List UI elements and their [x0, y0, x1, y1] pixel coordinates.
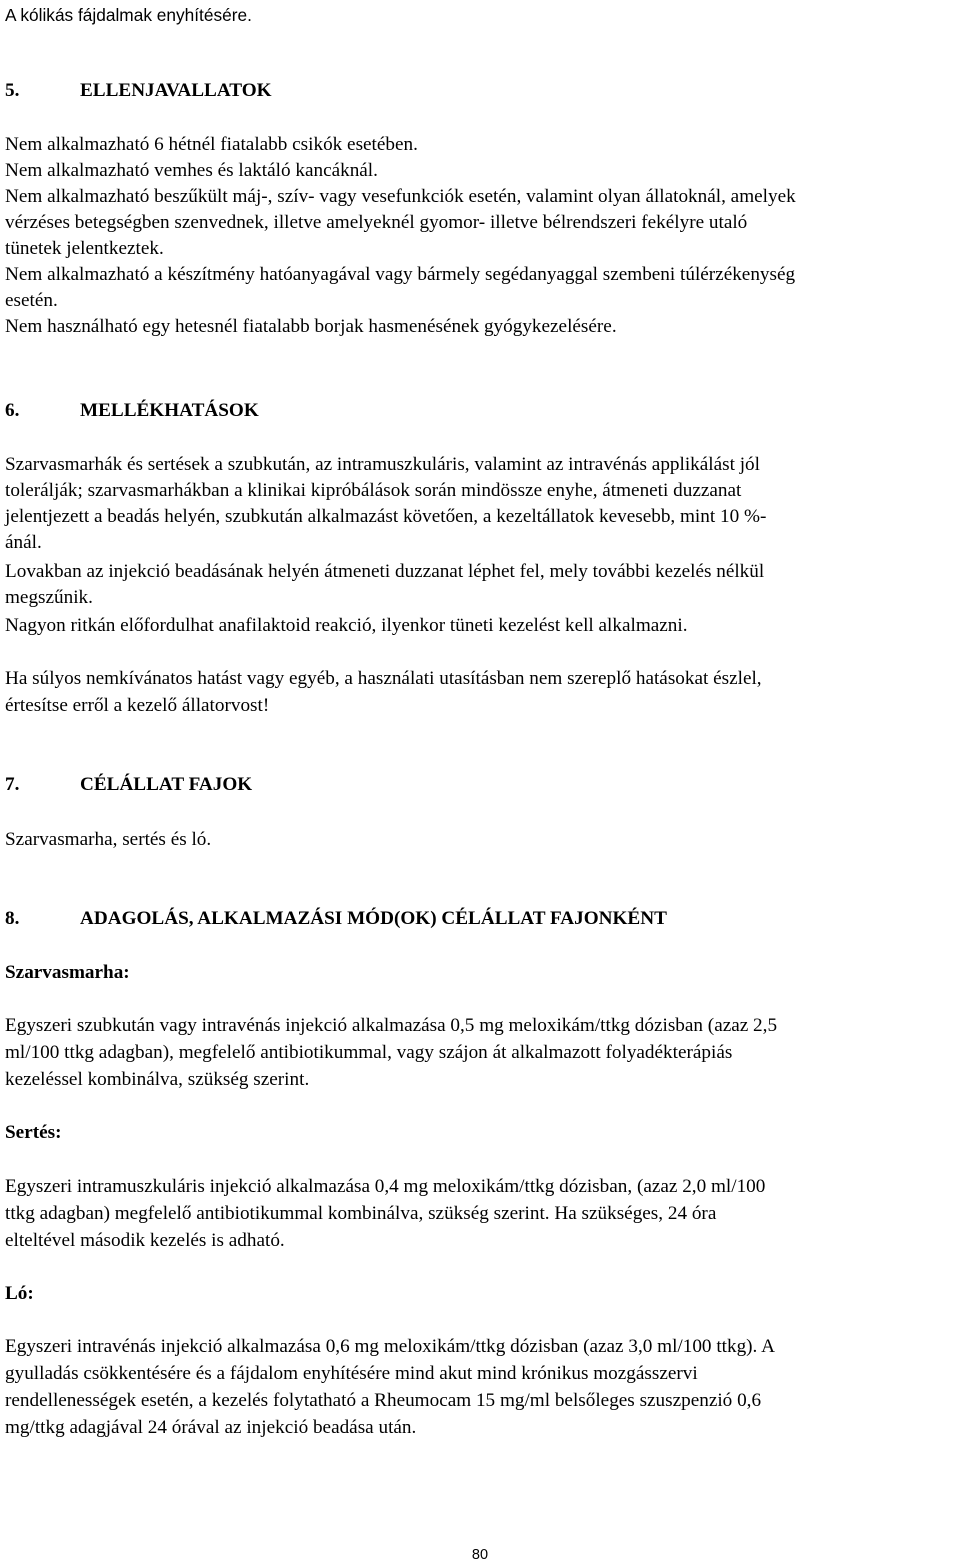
horse-line: mg/ttkg adagjával 24 órával az injekció beadása után.: [5, 1417, 417, 1438]
section-8-heading: [0, 906, 960, 932]
section-6-line: Ha súlyos nemkívánatos hatást vagy egyéb, a használati utasításban nem szereplő hatásokat észlel,: [5, 668, 762, 689]
horse-heading: Ló:: [5, 1283, 34, 1304]
cattle-line: Egyszeri szubkután vagy intravénás injekció alkalmazása 0,5 mg meloxikám/ttkg dózisban (azaz 2,5: [5, 1015, 778, 1036]
section-6-line: Szarvasmarhák és sertések a szubkután, az intramuszkuláris, valamint az intravénás applikálást jól: [5, 454, 760, 475]
section-8-title: ADAGOLÁS, ALKALMAZÁSI MÓD(OK) CÉLÁLLAT FAJONKÉNT: [80, 908, 667, 929]
pig-line: ttkg adagban) megfelelő antibiotikummal kombinálva, szükség szerint. Ha szükséges, 24 óra: [5, 1203, 717, 1224]
section-5-number: 5.: [5, 80, 20, 101]
section-6-line: jelentjezett a beadás helyén, szubkután alkalmazást követően, a kezeltállatok kevesebb, mint 10 %-: [5, 506, 767, 527]
horse-line: rendellenességek esetén, a kezelés folytatható a Rheumocam 15 mg/ml belsőleges szuszpenzió 0,6: [5, 1390, 762, 1411]
cattle-line: ml/100 ttkg adagban), megfelelő antibiotikummal, vagy szájon át alkalmazott folyadékterápiás: [5, 1042, 733, 1063]
pig-heading: Sertés:: [5, 1122, 62, 1143]
section-5-line: Nem alkalmazható beszűkült máj-, szív- vagy vesefunkciók esetén, valamint olyan állatoknál, amelyek: [5, 186, 796, 207]
section-6-line: tolerálják; szarvasmarhákban a klinikai kipróbálások során mindössze enyhe, átmeneti duzzanat: [5, 480, 742, 501]
section-7-heading: [0, 772, 960, 798]
horse-line: gyulladás csökkentésére és a fájdalom enyhítésére mind akut mind krónikus mozgásszervi: [5, 1363, 698, 1384]
section-7-number: 7.: [5, 774, 20, 795]
horse-line: Egyszeri intravénás injekció alkalmazása 0,6 mg meloxikám/ttkg dózisban (azaz 3,0 ml/100 ttkg). A: [5, 1336, 775, 1357]
section-7-line: Szarvasmarha, sertés és ló.: [5, 829, 212, 850]
section-5-line: Nem használható egy hetesnél fiatalabb borjak hasmenésének gyógykezelésére.: [5, 316, 617, 337]
section-5-line: esetén.: [5, 290, 58, 311]
cattle-heading: Szarvasmarha:: [5, 962, 130, 983]
section-6-line: ánál.: [5, 532, 42, 553]
section-6-line: Nagyon ritkán előfordulhat anafilaktoid reakció, ilyenkor tüneti kezelést kell alkalmazni.: [5, 615, 688, 636]
section-5-line: Nem alkalmazható a készítmény hatóanyagával vagy bármely segédanyaggal szembeni túlérzékenység: [5, 264, 796, 285]
section-6-number: 6.: [5, 400, 20, 421]
section-5-line: Nem alkalmazható vemhes és laktáló kancáknál.: [5, 160, 378, 181]
section-6-heading: [0, 398, 960, 424]
section-5-line: vérzéses betegségben szenvednek, illetve amelyeknél gyomor- illetve bélrendszeri fekélyre utaló: [5, 212, 748, 233]
section-8-number: 8.: [5, 908, 20, 929]
page-number: 80: [471, 1547, 489, 1563]
cattle-line: kezeléssel kombinálva, szükség szerint.: [5, 1069, 310, 1090]
section-7-title: CÉLÁLLAT FAJOK: [80, 774, 253, 795]
section-6-line: értesítse erről a kezelő állatorvost!: [5, 695, 270, 716]
section-5-title: ELLENJAVALLATOK: [80, 80, 272, 101]
intro-line: A kólikás fájdalmak enyhítésére.: [5, 5, 252, 25]
pig-line: elteltével második kezelés is adható.: [5, 1230, 285, 1251]
section-5-line: Nem alkalmazható 6 hétnél fiatalabb csikók esetében.: [5, 134, 418, 155]
pig-line: Egyszeri intramuszkuláris injekció alkalmazása 0,4 mg meloxikám/ttkg dózisban, (azaz 2,0 ml/100: [5, 1176, 766, 1197]
section-5-heading: [0, 78, 960, 104]
section-5-line: tünetek jelentkeztek.: [5, 238, 164, 259]
section-6-line: Lovakban az injekció beadásának helyén átmeneti duzzanat léphet fel, mely további kezelés nélkül: [5, 561, 765, 582]
section-6-line: megszűnik.: [5, 587, 93, 608]
section-6-title: MELLÉKHATÁSOK: [80, 400, 259, 421]
